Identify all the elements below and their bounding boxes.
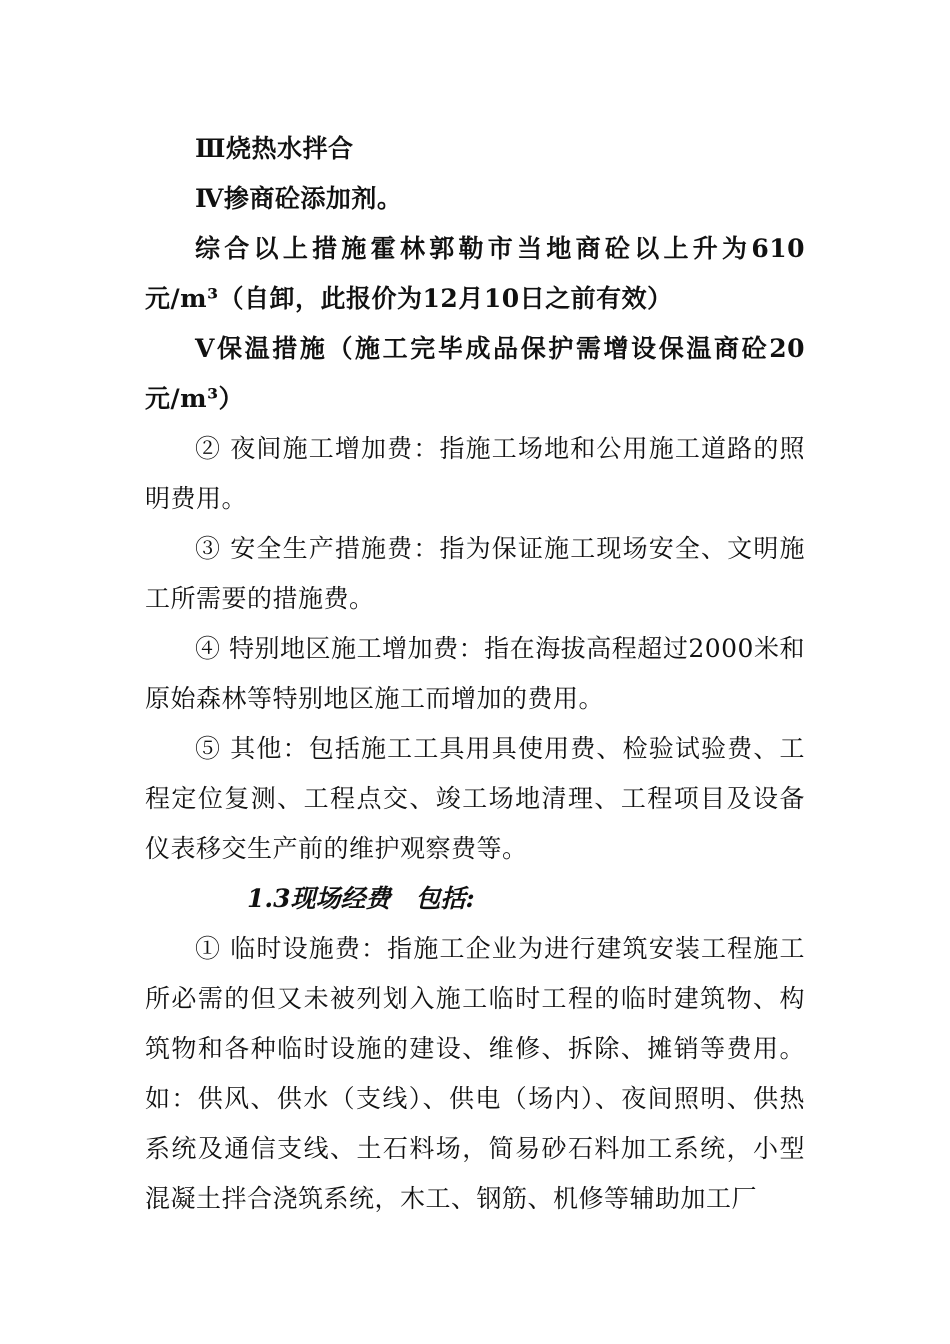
paragraph-admixture: Ⅳ掺商砼添加剂。 [195,184,403,213]
paragraph-temporary-facilities-fee: ① 临时设施费：指施工企业为进行建筑安装工程施工所必需的但又未被列划入施工临时工程的临时建筑物、构筑物和各种临时设施的建设、维修、拆除、摊销等费用。如：供风、供水（支线）、供电（场内）、夜间照明、供热系统及通信支线、土石料场，简易砂石料加工系统，小型混凝土拌合浇筑系统，木工、钢筋、机修等辅助加工厂 [145,934,805,1213]
paragraph-night-construction-fee: ② 夜间施工增加费：指施工场地和公用施工道路的照明费用。 [145,434,805,513]
paragraph-safety-fee: ③ 安全生产措施费：指为保证施工现场安全、文明施工所需要的措施费。 [145,534,805,613]
document-page [145,124,805,1224]
paragraph-price-summary: 综合以上措施霍林郭勒市当地商砼以上升为610元/m³（自卸，此报价为12月10日之前有效） [145,234,805,313]
paragraph-special-area-fee: ④ 特别地区施工增加费：指在海拔高程超过2000米和原始森林等特别地区施工而增加的费用。 [145,634,805,713]
section-heading-site-expenses: 1.3现场经费 包括: [247,884,475,913]
paragraph-heat-water-mixing: Ⅲ烧热水拌合 [195,134,354,163]
paragraph-insulation-measures: Ⅴ保温措施（施工完毕成品保护需增设保温商砼20元/m³） [145,334,805,413]
paragraph-other-fees: ⑤ 其他：包括施工工具用具使用费、检验试验费、工程定位复测、工程点交、竣工场地清理、工程项目及设备仪表移交生产前的维护观察费等。 [145,734,805,863]
